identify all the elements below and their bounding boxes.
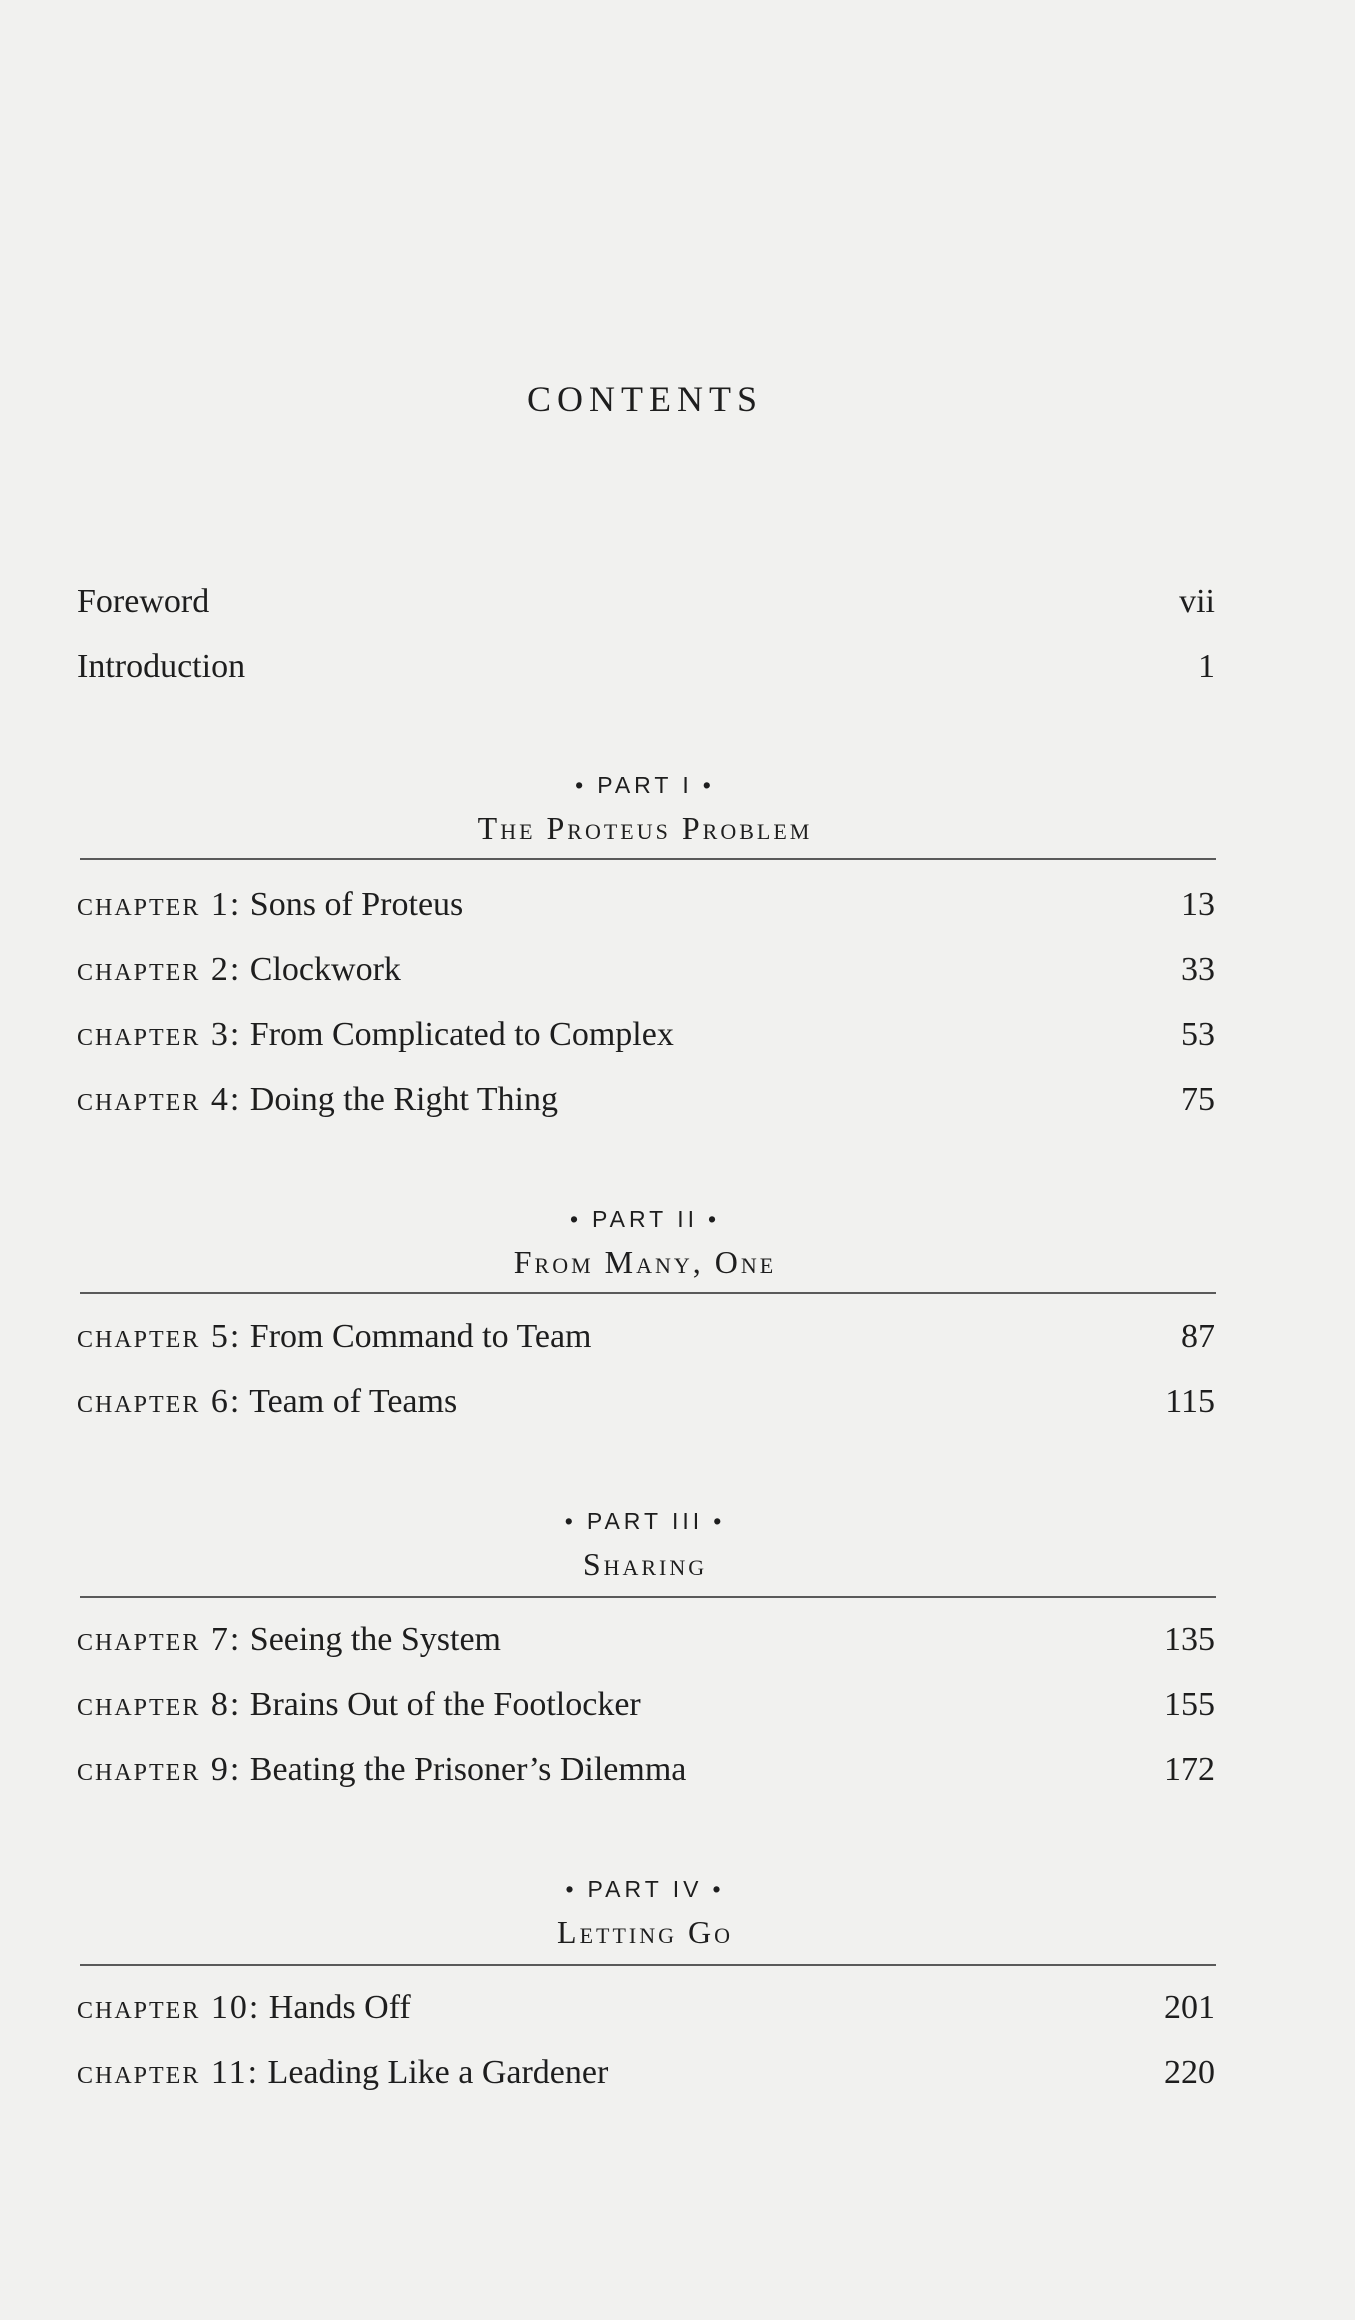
entry-page: 87 — [1181, 1318, 1215, 1355]
chapter-prefix: chapter 7: — [77, 1621, 242, 1658]
chapter-title: Clockwork — [249, 951, 401, 988]
toc-entry-chapter-2[interactable] — [77, 951, 1215, 1001]
part-4-title: Letting Go — [557, 1914, 733, 1950]
chapter-prefix: chapter 11: — [77, 2054, 260, 2091]
part-1-title: The Proteus Problem — [477, 810, 813, 846]
entry-page: 33 — [1181, 951, 1215, 988]
toc-entry-chapter-6[interactable] — [77, 1383, 1215, 1433]
toc-entry-chapter-9[interactable] — [77, 1751, 1215, 1801]
bullet-icon: • — [565, 1876, 578, 1902]
toc-entry-chapter-1[interactable] — [77, 886, 1215, 936]
toc-entry-chapter-11[interactable] — [77, 2054, 1215, 2104]
chapter-title: Brains Out of the Footlocker — [249, 1686, 641, 1723]
chapter-title: From Complicated to Complex — [249, 1016, 674, 1053]
chapter-title: Leading Like a Gardener — [267, 2054, 609, 2091]
chapter-title: From Command to Team — [249, 1318, 592, 1355]
bullet-icon: • — [564, 1508, 577, 1534]
entry-page: 135 — [1164, 1621, 1215, 1658]
toc-entry-chapter-3[interactable] — [77, 1016, 1215, 1066]
chapter-prefix: chapter 8: — [77, 1686, 242, 1723]
toc-entry-foreword[interactable] — [77, 583, 1215, 633]
bullet-icon: • — [575, 772, 588, 798]
divider — [80, 1292, 1216, 1294]
entry-page: 172 — [1164, 1751, 1215, 1788]
bullet-icon: • — [702, 772, 715, 798]
divider — [80, 1596, 1216, 1598]
chapter-prefix: chapter 5: — [77, 1318, 242, 1355]
chapter-title: Hands Off — [268, 1989, 411, 2026]
entry-page: 53 — [1181, 1016, 1215, 1053]
part-4-label: • PART IV • — [0, 1876, 1290, 1903]
chapter-title: Sons of Proteus — [249, 886, 464, 923]
page-title: CONTENTS — [527, 379, 763, 419]
part-3-title: Sharing — [582, 1546, 708, 1582]
toc-entry-chapter-7[interactable] — [77, 1621, 1215, 1671]
entry-label: Introduction — [77, 648, 246, 685]
entry-page: 1 — [1198, 648, 1215, 685]
part-1-label: • PART I • — [0, 772, 1290, 799]
divider — [80, 858, 1216, 860]
chapter-prefix: chapter 4: — [77, 1081, 242, 1118]
divider — [80, 1964, 1216, 1966]
entry-label: Foreword — [77, 583, 210, 620]
entry-page: vii — [1179, 583, 1215, 620]
entry-page: 75 — [1181, 1081, 1215, 1118]
chapter-prefix: chapter 6: — [77, 1383, 242, 1420]
chapter-prefix: chapter 10: — [77, 1989, 261, 2026]
chapter-prefix: chapter 2: — [77, 951, 242, 988]
chapter-title: Seeing the System — [249, 1621, 501, 1658]
entry-page: 13 — [1181, 886, 1215, 923]
bullet-icon: • — [713, 1508, 726, 1534]
chapter-title: Beating the Prisoner’s Dilemma — [249, 1751, 687, 1788]
part-3-label: • PART III • — [0, 1508, 1290, 1535]
toc-entry-chapter-4[interactable] — [77, 1081, 1215, 1131]
entry-page: 155 — [1164, 1686, 1215, 1723]
chapter-prefix: chapter 9: — [77, 1751, 242, 1788]
chapter-title: Doing the Right Thing — [249, 1081, 559, 1118]
entry-page: 115 — [1165, 1383, 1215, 1420]
chapter-prefix: chapter 1: — [77, 886, 242, 923]
entry-page: 201 — [1164, 1989, 1215, 2026]
toc-entry-chapter-10[interactable] — [77, 1989, 1215, 2039]
bullet-icon: • — [712, 1876, 725, 1902]
toc-entry-chapter-5[interactable] — [77, 1318, 1215, 1368]
chapter-prefix: chapter 3: — [77, 1016, 242, 1053]
entry-page: 220 — [1164, 2054, 1215, 2091]
part-2-label: • PART II • — [0, 1206, 1290, 1233]
bullet-icon: • — [707, 1206, 721, 1232]
part-2-title: From Many, One — [513, 1244, 777, 1280]
bullet-icon: • — [569, 1206, 582, 1232]
toc-entry-chapter-8[interactable] — [77, 1686, 1215, 1736]
chapter-title: Team of Teams — [249, 1383, 458, 1420]
toc-entry-introduction[interactable] — [77, 648, 1215, 698]
